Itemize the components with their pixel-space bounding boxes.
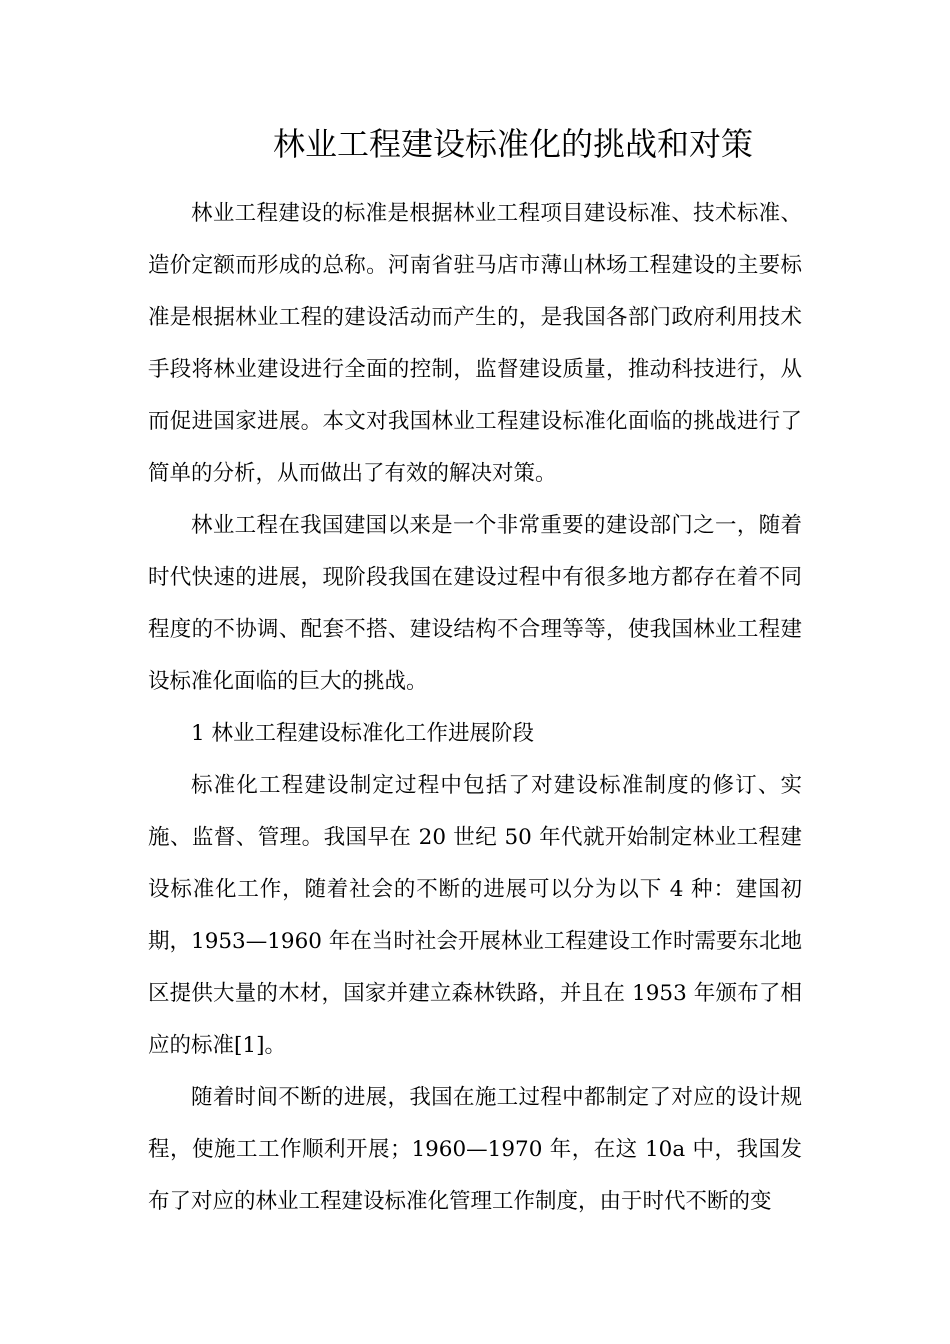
document-body — [148, 188, 802, 1228]
paragraph-section-1: 标准化工程建设制定过程中包括了对建设标准制度的修订、实施、监督、管理。我国早在 20 世纪 50 年代就开始制定林业工程建设标准化工作，随着社会的不断的进展可以分为以下 4 种：建国初期，1953—1960 年在当时社会开展林业工程建设工作时需要东北地区提供大量的木材，国家并建立森林铁路，并且在 1953 年颁布了相应的标准[1]。 — [148, 773, 802, 1058]
paragraph-section-1-continued: 随着时间不断的进展，我国在施工过程中都制定了对应的设计规程，使施工工作顺利开展；1960—1970 年，在这 10a 中，我国发布了对应的林业工程建设标准化管理工作制度，由于时代不断的变 — [148, 1085, 802, 1214]
paragraph-background: 林业工程在我国建国以来是一个非常重要的建设部门之一，随着时代快速的进展，现阶段我国在建设过程中有很多地方都存在着不同程度的不协调、配套不搭、建设结构不合理等等，使我国林业工程建设标准化面临的巨大的挑战。 — [148, 513, 802, 694]
document-title: 林业工程建设标准化的挑战和对策 — [272, 125, 753, 163]
paragraph-intro: 林业工程建设的标准是根据林业工程项目建设标准、技术标准、造价定额而形成的总称。河南省驻马店市薄山林场工程建设的主要标准是根据林业工程的建设活动而产生的，是我国各部门政府利用技术手段将林业建设进行全面的控制，监督建设质量，推动科技进行，从而促进国家进展。本文对我国林业工程建设标准化面临的挑战进行了简单的分析，从而做出了有效的解决对策。 — [148, 201, 802, 486]
section-heading-1: 1 林业工程建设标准化工作进展阶段 — [191, 721, 535, 746]
